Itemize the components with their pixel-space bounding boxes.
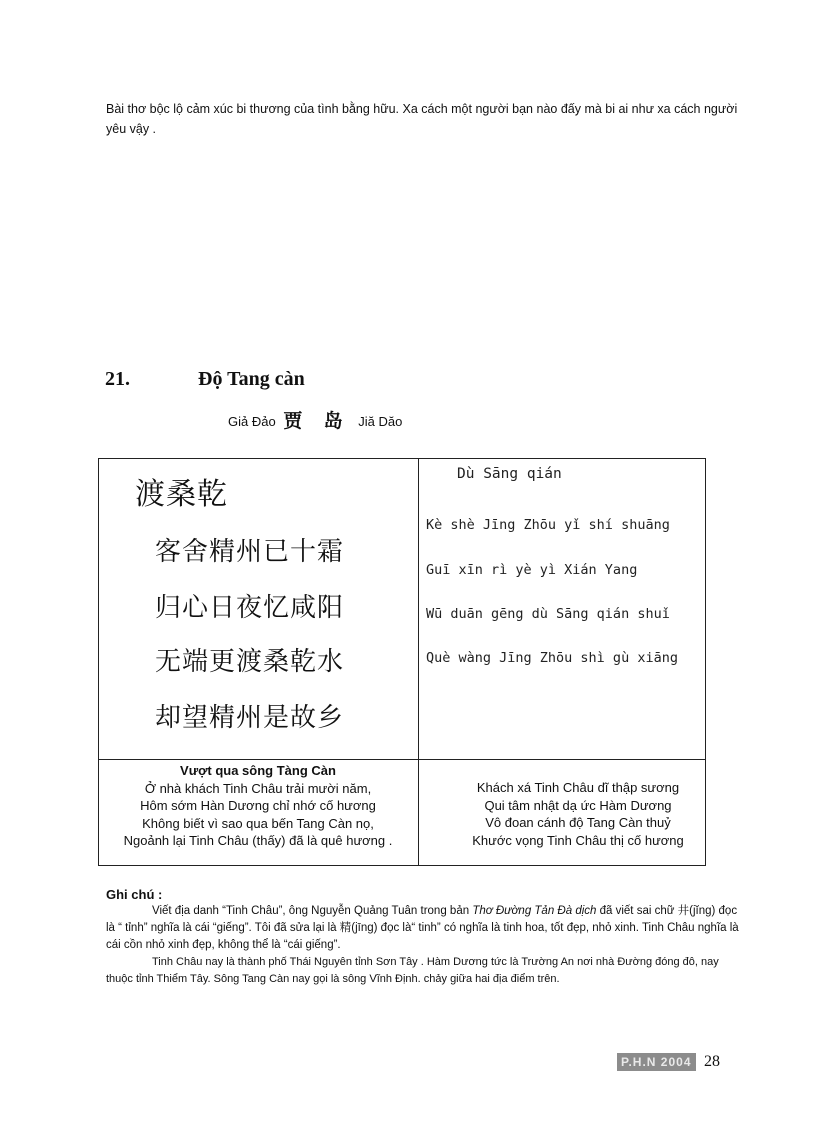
poem-cjk-title: 渡桑乾: [135, 478, 228, 511]
author-line: [228, 406, 402, 433]
poem-pinyin-line: Wū duān gēng dù Sāng qián shuǐ: [426, 606, 670, 622]
section-number: 21.: [105, 368, 130, 390]
poem-pinyin-line: Què wàng Jīng Zhōu shì gù xiāng: [426, 650, 678, 666]
poem-cjk-line: 无端更渡桑乾水: [155, 646, 345, 676]
poem-cjk-line: 归心日夜忆咸阳: [155, 592, 345, 622]
poem-cjk-line: 客舍精州已十霜: [155, 536, 345, 566]
footer-badge: P.H.N 2004: [617, 1053, 696, 1071]
author-pinyin: Jiă Dăo: [358, 414, 403, 429]
translation-line: Không biết vì sao qua bến Tang Càn nọ,: [142, 815, 374, 831]
notes-paragraph: Tinh Châu nay là thành phố Thái Nguyên tỉnh Sơn Tây . Hàm Dương tức là Trường An nơi nhà Đường đóng đô, nay thuộc tỉnh Thiểm Tây. Sông Tang Càn nay gọi là sông Vĩnh Định. chảy giữa hai địa điểm trên.: [106, 956, 719, 985]
poem-pinyin-title: Dù Sāng qián: [457, 466, 562, 482]
poem-pinyin-line: Guī xīn rì yè yì Xián Yang: [426, 562, 638, 578]
notes-section: [106, 886, 746, 988]
intro-paragraph: Bài thơ bộc lộ cảm xúc bi thương của tình bằng hữu. Xa cách một người bạn nào đấy mà bi ai như xa cách người yêu vậy .: [106, 102, 738, 136]
page-footer: [617, 1053, 720, 1071]
author-viet: Giả Đảo: [228, 414, 276, 429]
notes-book-title: Thơ Đường Tản Đà dịch: [472, 905, 597, 917]
sino-viet-line: Khước vọng Tinh Châu thị cố hương: [472, 832, 684, 848]
sino-viet-block: [419, 779, 737, 849]
translation-line: Ngoảnh lại Tinh Châu (thấy) đã là quê hương .: [123, 833, 393, 848]
translation-block: [99, 762, 417, 850]
notes-text: Viết địa danh “Tinh Châu”, ông Nguyễn Quảng Tuân trong bản: [152, 905, 473, 917]
poem-table: [98, 458, 706, 866]
translation-line: Ở nhà khách Tinh Châu trải mười năm,: [144, 780, 372, 796]
poem-cjk-line: 却望精州是故乡: [155, 702, 345, 732]
translation-title: Vượt qua sông Tàng Càn: [180, 763, 336, 778]
page-number: 28: [703, 1053, 720, 1070]
translation-line: Hôm sớm Hàn Dương chỉ nhớ cố hương: [140, 798, 376, 813]
poem-pinyin-line: Kè shè Jīng Zhōu yǐ shí shuāng: [426, 517, 670, 533]
notes-text: đã viết sai chữ 井(jĭng) đọc là “ tỉnh” nghĩa là cái “giếng”. Tôi đã sửa lại là 精(jīng) đọc là“ tinh” có nghĩa là tinh hoa, tốt đẹp, nhỏ xinh. Tinh Châu nghĩa là cái cồn nhỏ xinh đẹp, không thể là “cái giếng”.: [106, 905, 739, 951]
author-cjk: 贾 岛: [283, 411, 351, 432]
notes-heading: Ghi chú :: [106, 887, 163, 902]
notes-paragraph: [106, 903, 746, 954]
sino-viet-line: Vô đoan cánh độ Tang Càn thuỷ: [485, 815, 671, 830]
sino-viet-line: Khách xá Tinh Châu dĩ thập sương: [476, 780, 680, 795]
section-title: Độ Tang càn: [198, 368, 305, 390]
table-divider-horizontal: [99, 759, 705, 760]
sino-viet-line: Qui tâm nhật dạ ức Hàm Dương: [484, 797, 672, 813]
